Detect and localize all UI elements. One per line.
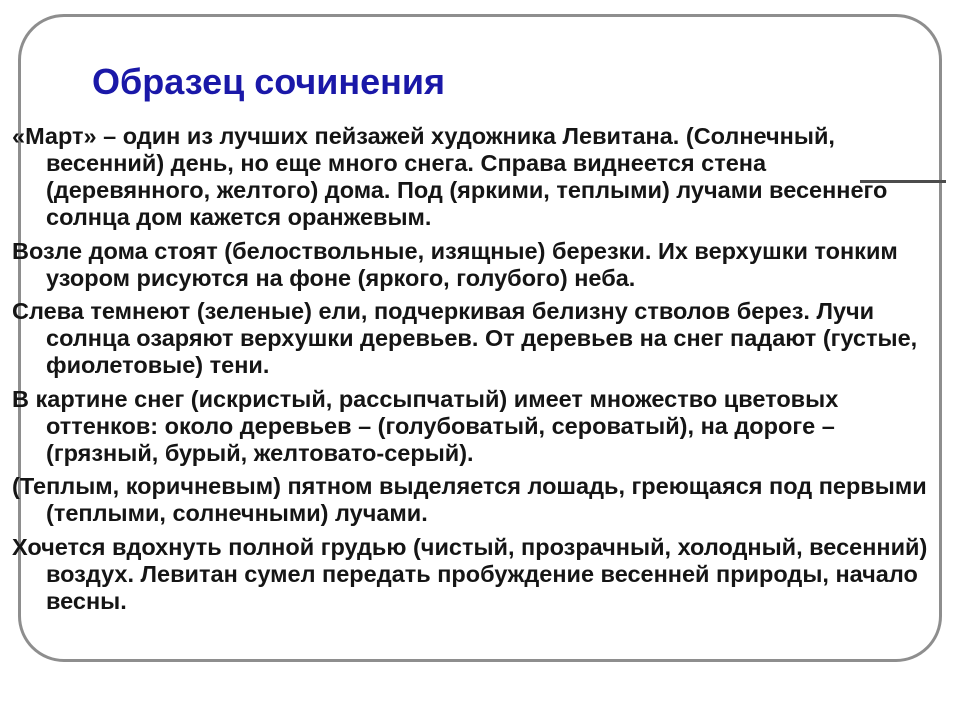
paragraph-6: Хочется вдохнуть полной грудью (чистый, прозрачный, холодный, весенний) воздух. Левитан сумел передать пробуждение весенней природы, начало весны. bbox=[12, 533, 928, 614]
paragraph-2: Возле дома стоят (белоствольные, изящные) березки. Их верхушки тонким узором рисуются на фоне (яркого, голубого) неба. bbox=[12, 237, 898, 291]
paragraph-3: Слева темнеют (зеленые) ели, подчеркивая белизну стволов берез. Лучи солнца озаряют верхушки деревьев. От деревьев на снег падают (густые, фиолетовые) тени. bbox=[12, 298, 918, 378]
paragraph-5: (Теплым, коричневым) пятном выделяется лошадь, греющаяся под первыми (теплыми, солнечными) лучами. bbox=[12, 473, 927, 526]
slide-title: Образец сочинения bbox=[92, 61, 446, 102]
paragraph-1: «Март» – один из лучших пейзажей художника Левитана. (Солнечный, весенний) день, но еще много снега. Справа виднеется стена (деревянного, желтого) дома. Под (яркими, теплыми) лучами весеннего солнца дом кажется оранжевым. bbox=[12, 123, 888, 230]
essay-body bbox=[12, 123, 932, 621]
paragraph-4: В картине снег (искристый, рассыпчатый) имеет множество цветовых оттенков: около деревьев – (голубоватый, сероватый), на дороге – (грязный, бурый, желтовато-серый). bbox=[12, 385, 839, 466]
